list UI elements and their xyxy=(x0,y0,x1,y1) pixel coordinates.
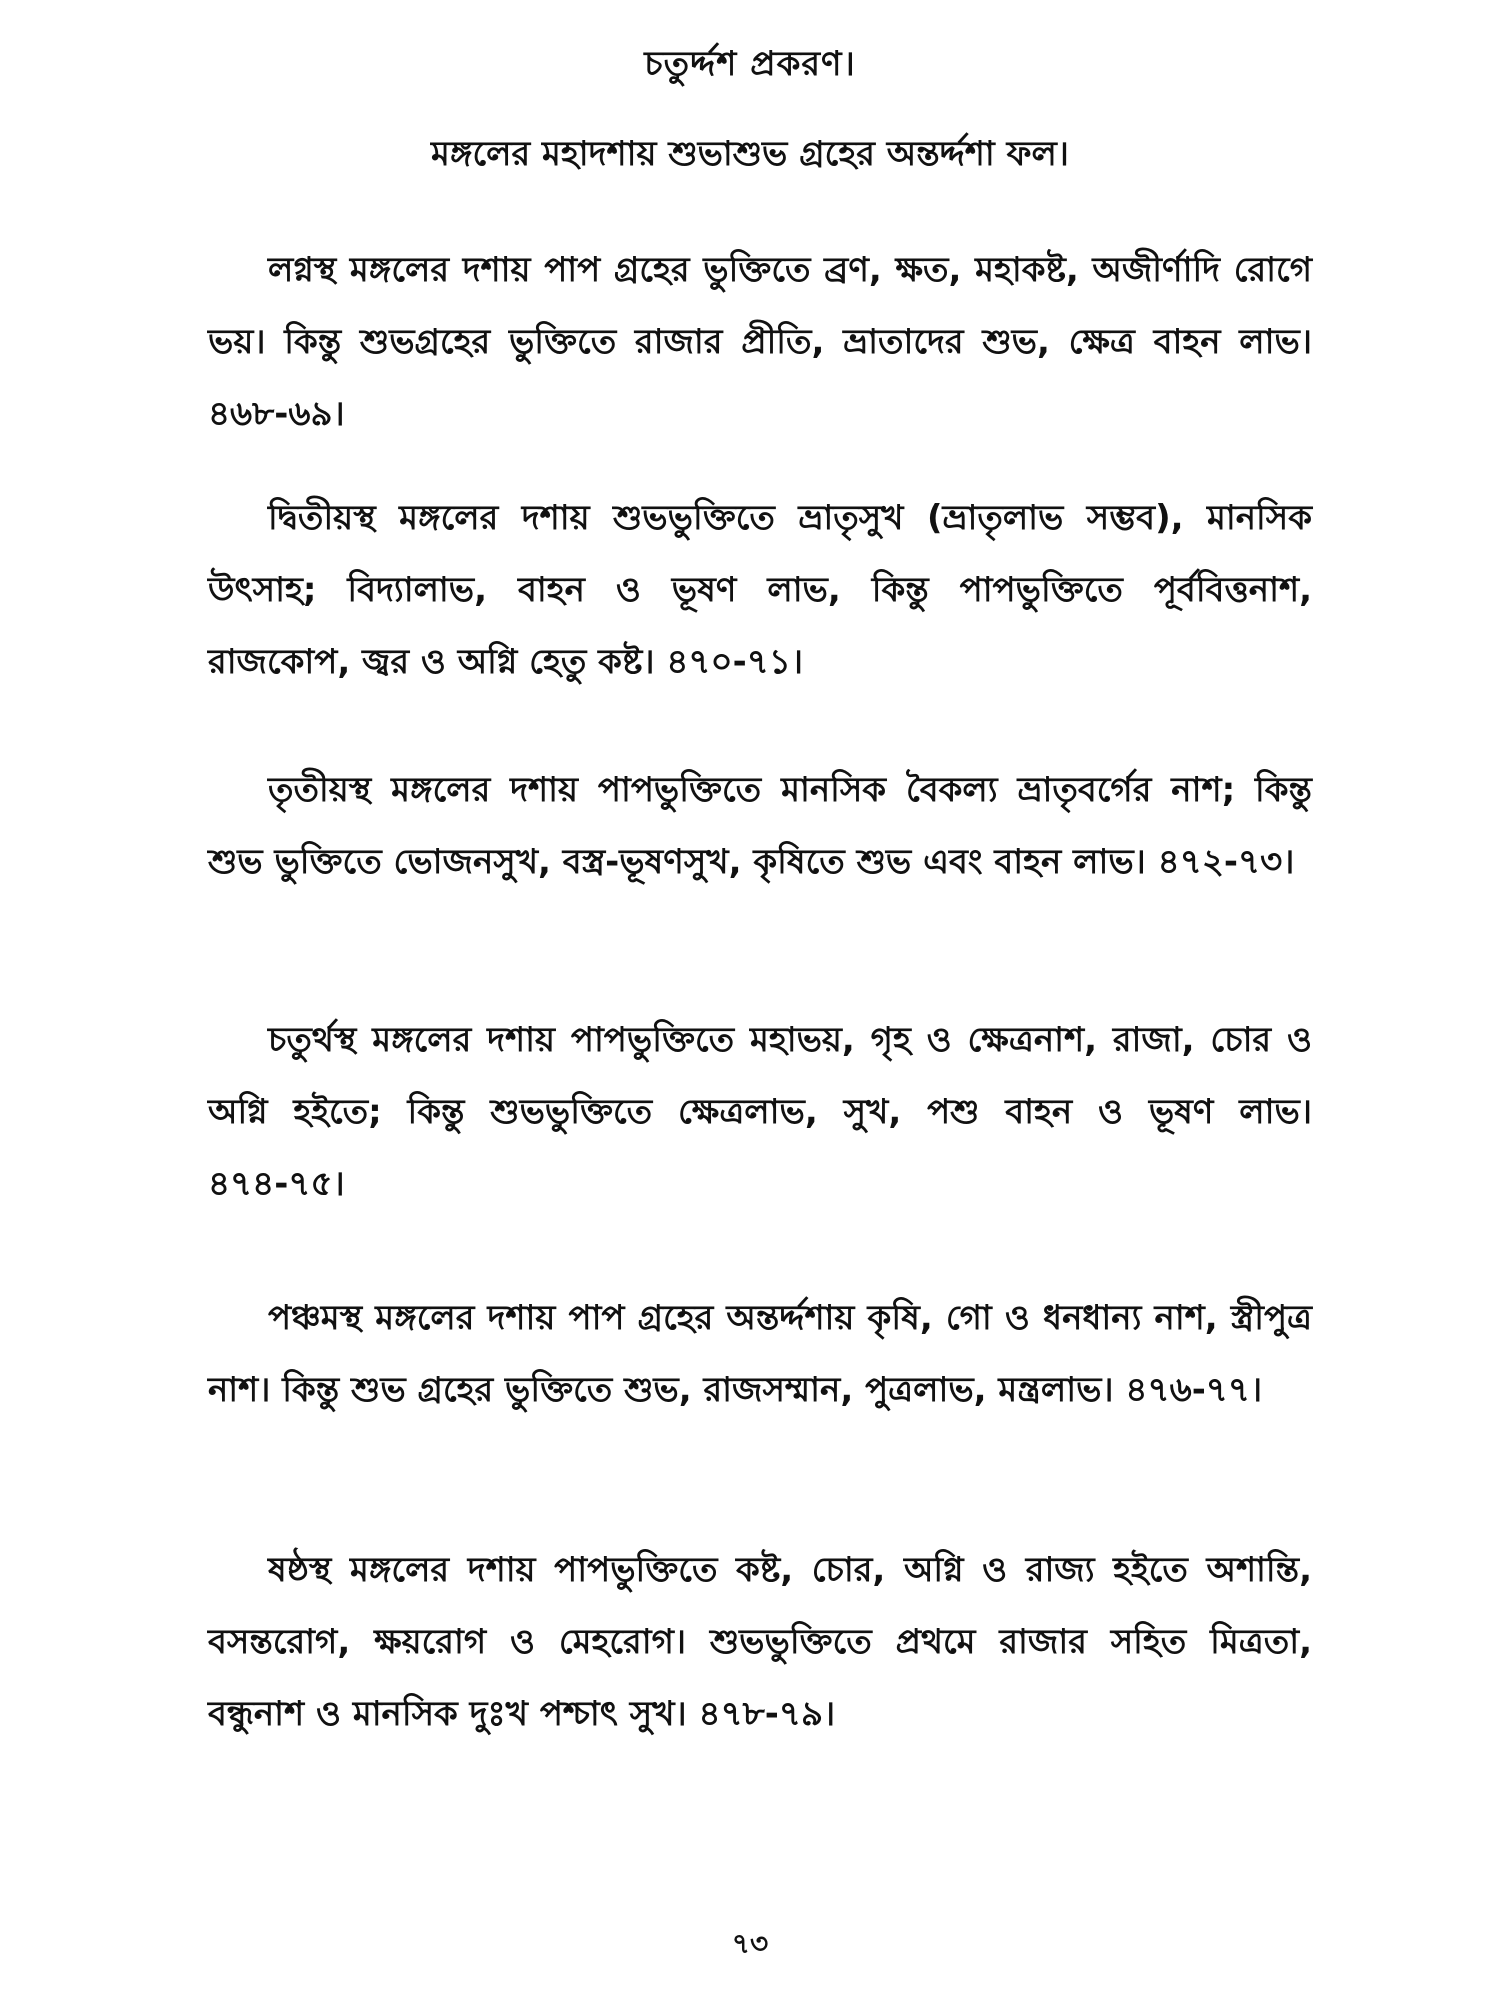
paragraph-2: দ্বিতীয়স্থ মঙ্গলের দশায় শুভভুক্তিতে ভ্রাতৃসুখ (ভ্রাতৃলাভ সম্ভব), মানসিক উৎসাহ; বিদ্যালাভ, বাহন ও ভূষণ লাভ, কিন্তু পাপভুক্তিতে পূর্ববিত্তনাশ, রাজকোপ, জ্বর ও অগ্নি হেতু কষ্ট। ৪৭০-৭১। xyxy=(208,498,1312,682)
paragraph-4: চতুর্থস্থ মঙ্গলের দশায় পাপভুক্তিতে মহাভয়, গৃহ ও ক্ষেত্রনাশ, রাজা, চোর ও অগ্নি হইতে; কিন্তু শুভভুক্তিতে ক্ষেত্রলাভ, সুখ, পশু বাহন ও ভূষণ লাভ। ৪৭৪-৭৫। xyxy=(208,1020,1312,1204)
paragraph-6: ষষ্ঠস্থ মঙ্গলের দশায় পাপভুক্তিতে কষ্ট, চোর, অগ্নি ও রাজ্য হইতে অশান্তি, বসন্তরোগ, ক্ষয়রোগ ও মেহরোগ। শুভভুক্তিতে প্রথমে রাজার সহিত মিত্রতা, বন্ধুনাশ ও মানসিক দুঃখ পশ্চাৎ সুখ। ৪৭৮-৭৯। xyxy=(208,1550,1312,1734)
paragraph-5: পঞ্চমস্থ মঙ্গলের দশায় পাপ গ্রহের অন্তর্দ্দশায় কৃষি, গো ও ধনধান্য নাশ, স্ত্রীপুত্র নাশ। কিন্তু শুভ গ্রহের ভুক্তিতে শুভ, রাজসম্মান, পুত্রলাভ, মন্ত্রলাভ। ৪৭৬-৭৭। xyxy=(208,1298,1312,1410)
chapter-title: চতুর্দ্দশ প্রকরণ। xyxy=(644,44,856,84)
paragraph-3: তৃতীয়স্থ মঙ্গলের দশায় পাপভুক্তিতে মানসিক বৈকল্য ভ্রাতৃবর্গের নাশ; কিন্তু শুভ ভুক্তিতে ভোজনসুখ, বস্ত্র-ভূষণসুখ, কৃষিতে শুভ এবং বাহন লাভ। ৪৭২-৭৩। xyxy=(208,770,1312,882)
paragraph-1: লগ্নস্থ মঙ্গলের দশায় পাপ গ্রহের ভুক্তিতে ব্রণ, ক্ষত, মহাকষ্ট, অজীর্ণাদি রোগে ভয়। কিন্তু শুভগ্রহের ভুক্তিতে রাজার প্রীতি, ভ্রাতাদের শুভ, ক্ষেত্র বাহন লাভ। ৪৬৮-৬৯। xyxy=(208,250,1312,434)
page-number: ৭৩ xyxy=(731,1927,769,1960)
section-title: মঙ্গলের মহাদশায় শুভাশুভ গ্রহের অন্তর্দ্দশা ফল। xyxy=(431,134,1069,174)
